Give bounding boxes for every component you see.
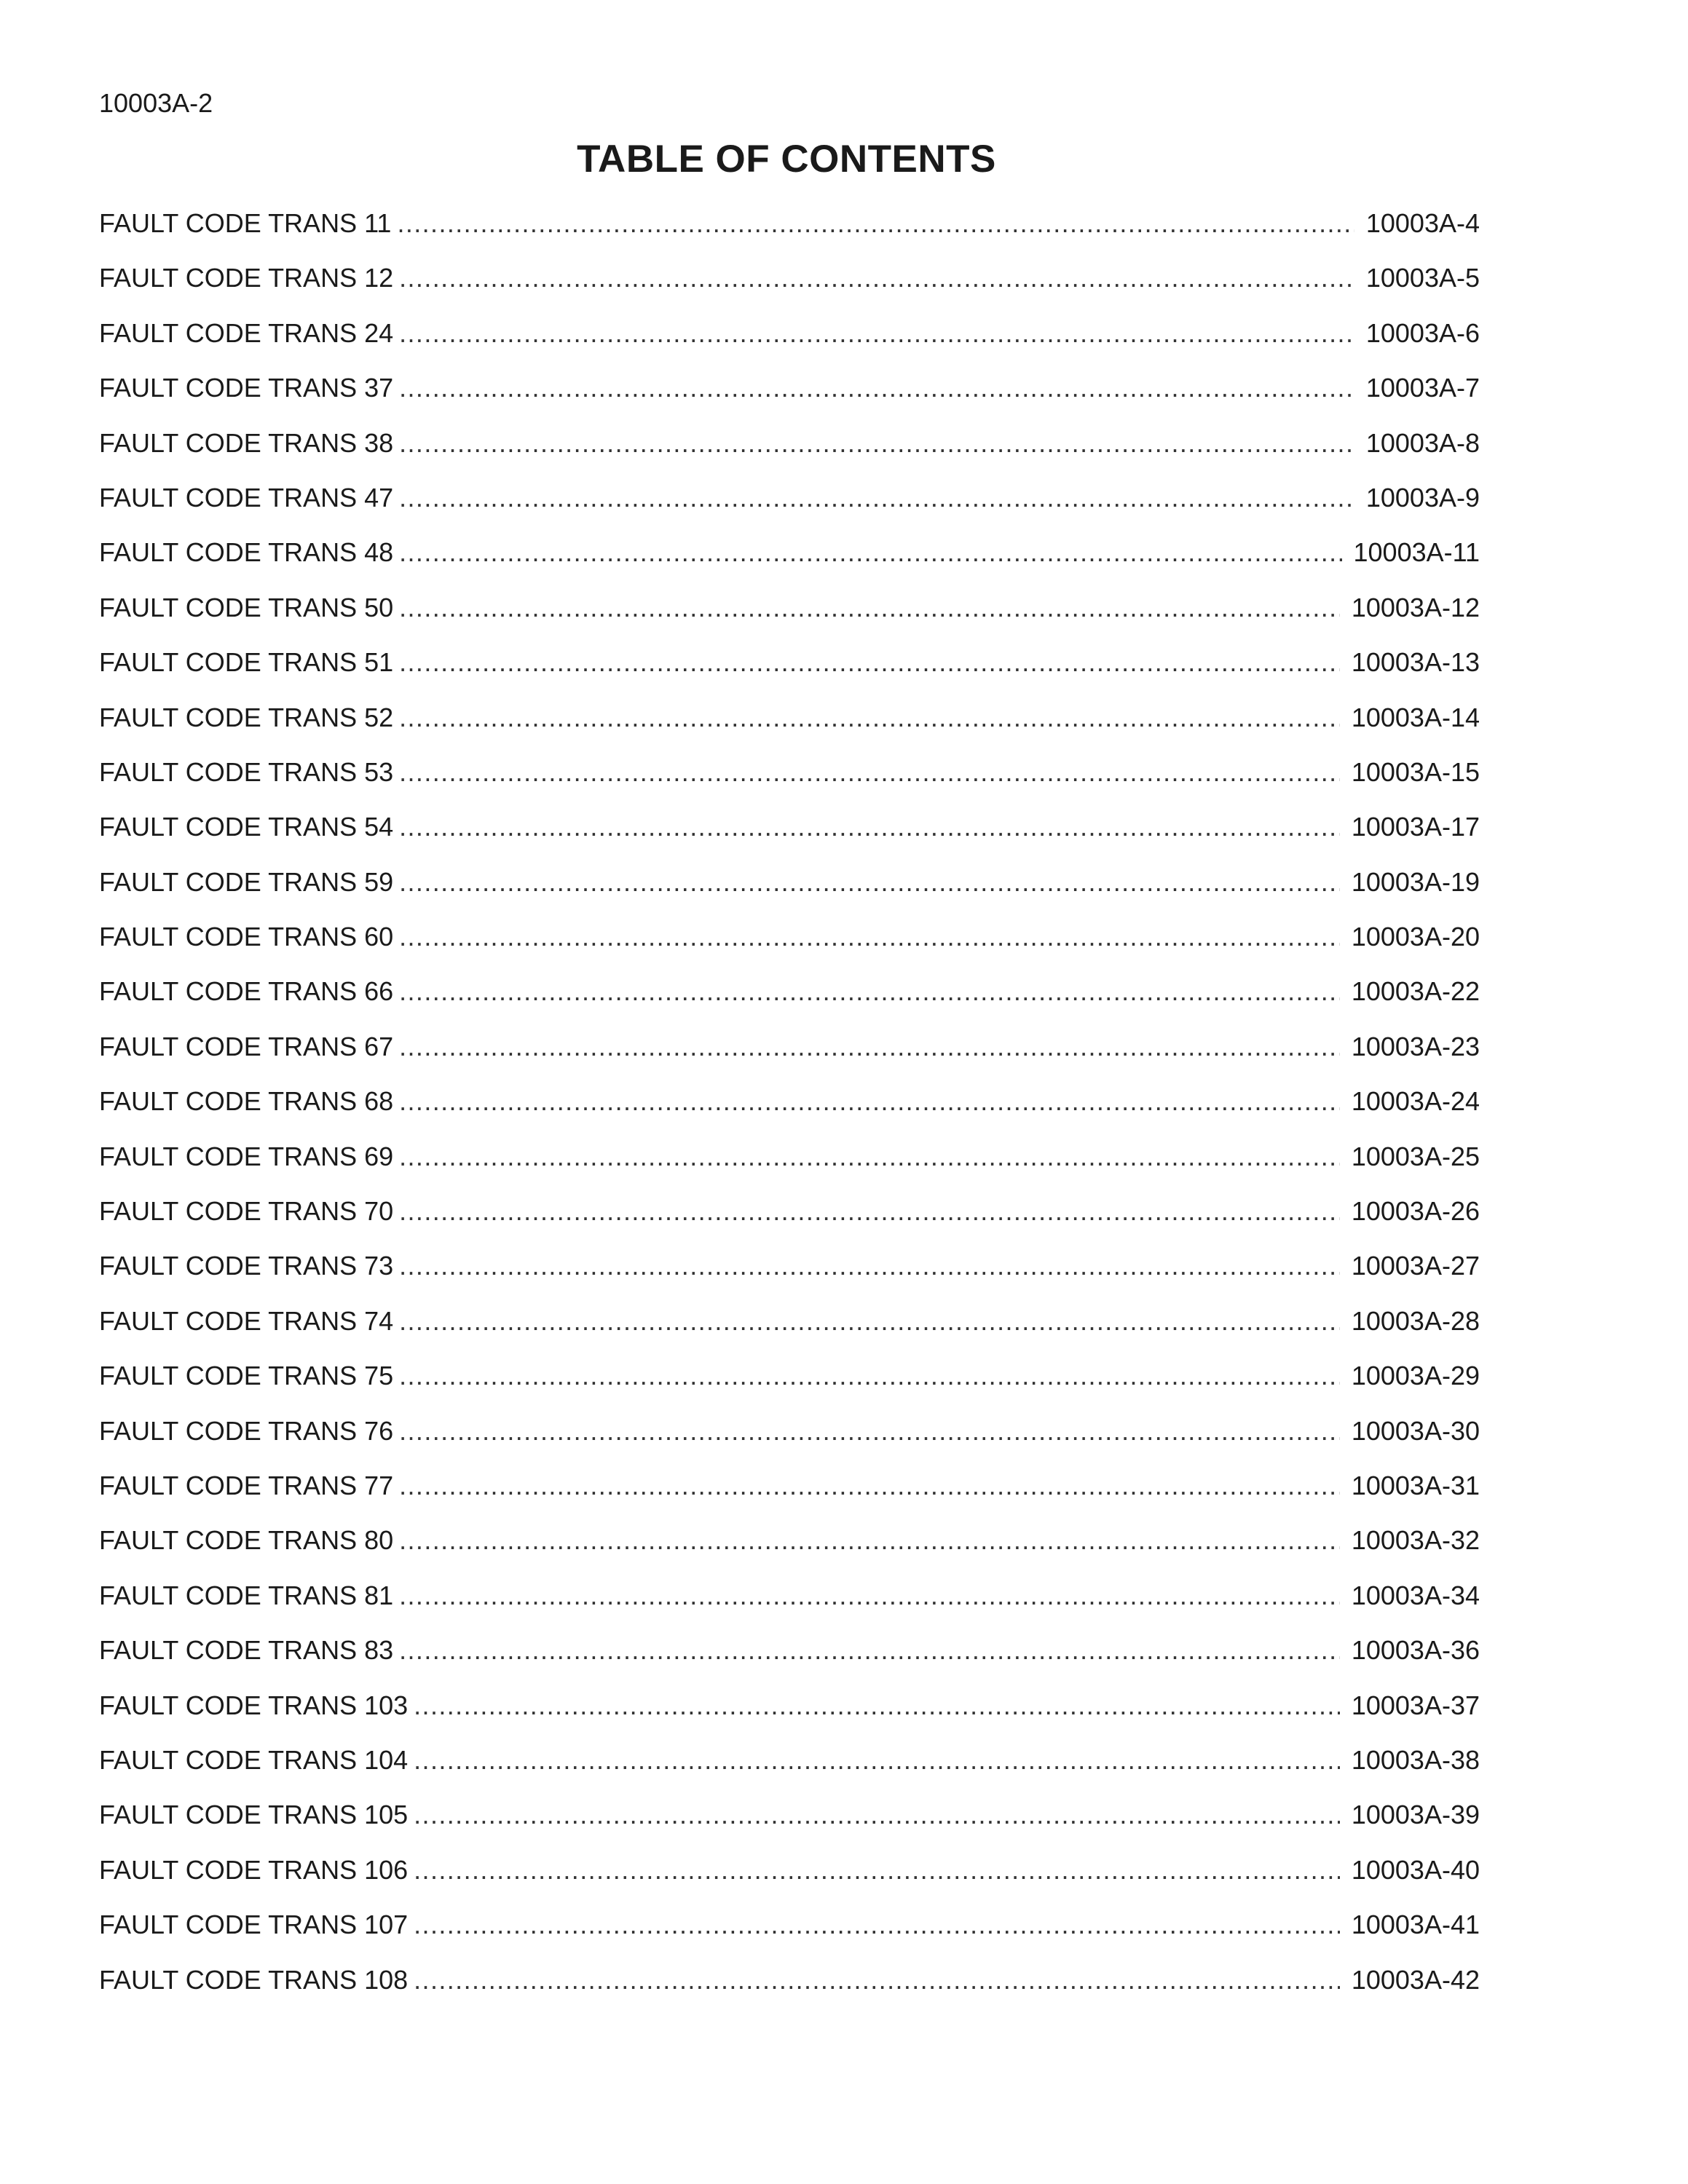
toc-entry-label: FAULT CODE TRANS 52 (99, 702, 394, 732)
dot-leader (399, 919, 1340, 955)
toc-entry[interactable] (99, 1522, 1480, 1577)
dot-leader (414, 1742, 1340, 1779)
toc-entry[interactable] (99, 315, 1480, 370)
dot-leader (399, 1029, 1340, 1065)
dot-leader (399, 864, 1340, 901)
toc-entry[interactable] (99, 1303, 1480, 1358)
toc-entry-page: 10003A-24 (1351, 1086, 1480, 1117)
toc-entry-label: FAULT CODE TRANS 47 (99, 482, 394, 513)
table-of-contents (99, 205, 1480, 2017)
toc-entry[interactable] (99, 1358, 1480, 1412)
toc-entry[interactable] (99, 1029, 1480, 1083)
toc-entry-page: 10003A-38 (1351, 1744, 1480, 1775)
toc-entry-label: FAULT CODE TRANS 75 (99, 1361, 394, 1391)
toc-entry-page: 10003A-22 (1351, 976, 1480, 1007)
toc-entry-label: FAULT CODE TRANS 12 (99, 263, 394, 293)
toc-entry-label: FAULT CODE TRANS 48 (99, 537, 394, 568)
toc-entry-label: FAULT CODE TRANS 80 (99, 1525, 394, 1556)
toc-entry-label: FAULT CODE TRANS 107 (99, 1910, 409, 1940)
toc-entry-label: FAULT CODE TRANS 51 (99, 647, 394, 678)
dot-leader (399, 370, 1354, 406)
toc-entry-page: 10003A-11 (1353, 537, 1480, 568)
dot-leader (399, 1632, 1340, 1669)
toc-entry-page: 10003A-41 (1351, 1910, 1480, 1940)
dot-leader (399, 644, 1340, 681)
toc-entry-page: 10003A-42 (1351, 1964, 1480, 1995)
toc-entry-page: 10003A-13 (1351, 647, 1480, 678)
dot-leader (399, 1193, 1340, 1230)
toc-entry[interactable] (99, 1852, 1480, 1907)
dot-leader (399, 590, 1340, 626)
dot-leader (399, 754, 1340, 791)
toc-entry-page: 10003A-40 (1351, 1854, 1480, 1885)
toc-entry-label: FAULT CODE TRANS 60 (99, 922, 394, 952)
dot-leader (414, 1797, 1340, 1833)
toc-entry-label: FAULT CODE TRANS 83 (99, 1635, 394, 1666)
dot-leader (399, 480, 1354, 516)
toc-entry-label: FAULT CODE TRANS 37 (99, 373, 394, 403)
dot-leader (399, 809, 1340, 845)
toc-entry[interactable] (99, 1578, 1480, 1632)
toc-entry-page: 10003A-25 (1351, 1141, 1480, 1171)
toc-entry-label: FAULT CODE TRANS 76 (99, 1415, 394, 1446)
toc-entry-label: FAULT CODE TRANS 66 (99, 976, 394, 1007)
toc-entry-label: FAULT CODE TRANS 73 (99, 1251, 394, 1281)
toc-entry-page: 10003A-4 (1365, 208, 1480, 238)
dot-leader (399, 1358, 1340, 1394)
toc-entry-page: 10003A-20 (1351, 922, 1480, 952)
dot-leader (399, 1413, 1340, 1449)
toc-entry-label: FAULT CODE TRANS 67 (99, 1031, 394, 1061)
toc-entry[interactable] (99, 1907, 1480, 1961)
toc-entry[interactable] (99, 260, 1480, 314)
toc-entry[interactable] (99, 809, 1480, 863)
toc-entry[interactable] (99, 700, 1480, 754)
toc-entry[interactable] (99, 1688, 1480, 1742)
dot-leader (399, 1468, 1340, 1504)
dot-leader (414, 1962, 1340, 1998)
toc-entry-page: 10003A-32 (1351, 1525, 1480, 1556)
dot-leader (397, 205, 1354, 242)
toc-entry[interactable] (99, 644, 1480, 699)
toc-entry-page: 10003A-9 (1365, 482, 1480, 513)
toc-entry-label: FAULT CODE TRANS 105 (99, 1800, 409, 1830)
toc-entry-label: FAULT CODE TRANS 38 (99, 427, 394, 458)
toc-entry[interactable] (99, 1193, 1480, 1248)
toc-entry-label: FAULT CODE TRANS 59 (99, 866, 394, 897)
toc-entry-page: 10003A-8 (1365, 427, 1480, 458)
dot-leader (399, 534, 1341, 571)
toc-entry-label: FAULT CODE TRANS 54 (99, 812, 394, 842)
toc-entry-page: 10003A-28 (1351, 1305, 1480, 1336)
toc-entry[interactable] (99, 864, 1480, 919)
toc-entry-page: 10003A-14 (1351, 702, 1480, 732)
toc-entry-label: FAULT CODE TRANS 108 (99, 1964, 409, 1995)
toc-entry-page: 10003A-12 (1351, 592, 1480, 622)
toc-entry-page: 10003A-23 (1351, 1031, 1480, 1061)
toc-entry-label: FAULT CODE TRANS 70 (99, 1196, 394, 1227)
toc-entry-label: FAULT CODE TRANS 77 (99, 1470, 394, 1500)
toc-entry[interactable] (99, 534, 1480, 589)
toc-entry-page: 10003A-29 (1351, 1361, 1480, 1391)
toc-entry-label: FAULT CODE TRANS 68 (99, 1086, 394, 1117)
dot-leader (399, 1139, 1340, 1175)
toc-entry[interactable] (99, 590, 1480, 644)
dot-leader (399, 1248, 1340, 1284)
dot-leader (414, 1688, 1340, 1724)
toc-entry[interactable] (99, 1083, 1480, 1138)
toc-entry[interactable] (99, 370, 1480, 424)
toc-entry-page: 10003A-6 (1365, 317, 1480, 348)
toc-entry-label: FAULT CODE TRANS 11 (99, 208, 392, 238)
toc-entry[interactable] (99, 919, 1480, 973)
dot-leader (414, 1852, 1340, 1888)
toc-entry-page: 10003A-31 (1351, 1470, 1480, 1500)
toc-entry-label: FAULT CODE TRANS 69 (99, 1141, 394, 1171)
toc-entry[interactable] (99, 1632, 1480, 1687)
toc-entry-page: 10003A-15 (1351, 756, 1480, 787)
toc-entry[interactable] (99, 1139, 1480, 1193)
toc-entry-label: FAULT CODE TRANS 103 (99, 1690, 409, 1720)
dot-leader (399, 1303, 1340, 1340)
dot-leader (399, 1083, 1340, 1120)
toc-entry-page: 10003A-17 (1351, 812, 1480, 842)
dot-leader (414, 1907, 1340, 1943)
toc-entry-page: 10003A-19 (1351, 866, 1480, 897)
dot-leader (399, 315, 1354, 352)
toc-entry[interactable] (99, 973, 1480, 1028)
toc-entry[interactable] (99, 1742, 1480, 1797)
toc-entry-label: FAULT CODE TRANS 74 (99, 1305, 394, 1336)
dot-leader (399, 973, 1340, 1010)
toc-entry[interactable] (99, 480, 1480, 534)
toc-entry-label: FAULT CODE TRANS 104 (99, 1744, 409, 1775)
dot-leader (399, 260, 1354, 296)
toc-entry[interactable] (99, 1797, 1480, 1851)
toc-entry-page: 10003A-7 (1365, 373, 1480, 403)
toc-entry-page: 10003A-26 (1351, 1196, 1480, 1227)
toc-entry[interactable] (99, 1248, 1480, 1302)
toc-entry[interactable] (99, 1413, 1480, 1468)
toc-entry-label: FAULT CODE TRANS 24 (99, 317, 394, 348)
toc-entry-label: FAULT CODE TRANS 53 (99, 756, 394, 787)
toc-entry-page: 10003A-39 (1351, 1800, 1480, 1830)
toc-entry[interactable] (99, 1962, 1480, 2017)
toc-entry-label: FAULT CODE TRANS 106 (99, 1854, 409, 1885)
toc-entry[interactable] (99, 1468, 1480, 1522)
toc-entry-label: FAULT CODE TRANS 50 (99, 592, 394, 622)
toc-entry-page: 10003A-30 (1351, 1415, 1480, 1446)
dot-leader (399, 1522, 1340, 1559)
toc-entry-label: FAULT CODE TRANS 81 (99, 1580, 394, 1610)
dot-leader (399, 425, 1354, 462)
toc-entry-page: 10003A-34 (1351, 1580, 1480, 1610)
dot-leader (399, 700, 1340, 736)
toc-entry-page: 10003A-36 (1351, 1635, 1480, 1666)
dot-leader (399, 1578, 1340, 1614)
toc-entry[interactable] (99, 754, 1480, 809)
toc-entry-page: 10003A-27 (1351, 1251, 1480, 1281)
page-title: TABLE OF CONTENTS (577, 138, 996, 181)
toc-entry-page: 10003A-37 (1351, 1690, 1480, 1720)
toc-entry-page: 10003A-5 (1365, 263, 1480, 293)
page-number: 10003A-2 (99, 88, 213, 118)
toc-entry[interactable] (99, 205, 1480, 260)
toc-entry[interactable] (99, 425, 1480, 480)
